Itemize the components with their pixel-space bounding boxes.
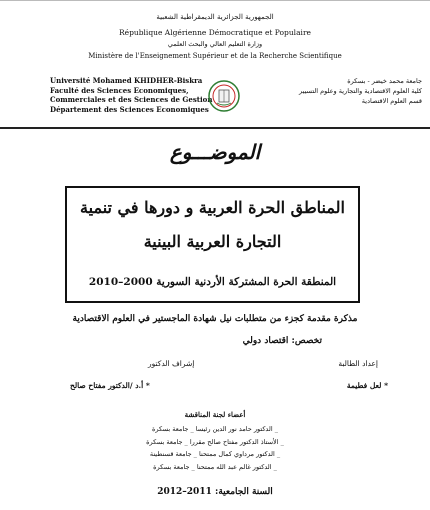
university-line-ar: جامعة محمد خيضر - بسكرة bbox=[347, 77, 422, 85]
jury-member: _ الأستاذ الدكتور مفتاح صالح مقررا _ جامعة بسكرة bbox=[146, 437, 284, 446]
supervisor-name: * أ.د /الدكتور مفتاح صالح bbox=[70, 381, 150, 390]
university-info-french bbox=[50, 76, 220, 114]
university-logo-icon bbox=[208, 80, 240, 112]
arabic-country-header: الجمهورية الجزائرية الديمقراطية الشعبية bbox=[156, 13, 274, 21]
department-line-ar: قسم العلوم الاقتصادية bbox=[361, 97, 422, 105]
french-country-header: République Algérienne Démocratique et Populaire bbox=[119, 28, 311, 37]
thesis-title-box bbox=[65, 186, 360, 303]
academic-year: السنة الجامعية: 2011–2012 bbox=[157, 487, 273, 497]
department-line: Département des Sciences Economiques bbox=[50, 104, 209, 114]
jury-member: _ الدكتور غالم عبد الله ممتحنا _ جامعة بسكرة bbox=[153, 462, 277, 471]
thesis-title-line-1: المناطق الحرة العربية و دورها في تنمية bbox=[80, 198, 345, 217]
supervisor-label: إشراف الدكتور bbox=[148, 359, 195, 368]
jury-title: أعضاء لجنة المناقشة bbox=[184, 410, 246, 419]
faculty-line-2: Commerciales et des Sciences de Gestion bbox=[50, 95, 213, 104]
student-name: * لعل فطيمة bbox=[346, 381, 388, 390]
top-border bbox=[0, 0, 430, 1]
thesis-subtitle: المنطقة الحرة المشتركة الأردنية السورية 2000–2010 bbox=[88, 276, 337, 288]
memo-description: مذكرة مقدمة كجزء من متطلبات نيل شهادة الماجستير في العلوم الاقتصادية bbox=[72, 314, 358, 324]
specialty: تخصص: اقتصاد دولي bbox=[242, 336, 322, 346]
university-line: Université Mohamed KHIDHER-Biskra bbox=[50, 76, 203, 85]
university-info-arabic bbox=[262, 76, 422, 106]
jury-member: _ الدكتور حامد نور الدين رئيسا _ جامعة بسكرة bbox=[152, 425, 278, 433]
arabic-ministry-header: وزارة التعليم العالي والبحث العلمي bbox=[167, 40, 263, 48]
jury-member: _ الدكتور مرداوي كمال ممتحنا _ جامعة قسنطينة bbox=[149, 450, 281, 458]
header-separator bbox=[0, 127, 430, 129]
faculty-line-ar: كلية العلوم الاقتصادية والتجارية وعلوم التسيير bbox=[299, 87, 422, 95]
french-ministry-header: Ministère de l'Enseignement Supérieur et de la Recherche Scientifique bbox=[88, 52, 342, 60]
faculty-line: Faculté des Sciences Economiques, bbox=[50, 85, 189, 95]
prepared-by-label: إعداد الطالبة bbox=[338, 359, 378, 368]
jury-list bbox=[0, 423, 430, 473]
thesis-title-line-2: التجارة العربية البينية bbox=[143, 232, 282, 251]
subject-heading: الموضـــوع bbox=[169, 140, 261, 164]
